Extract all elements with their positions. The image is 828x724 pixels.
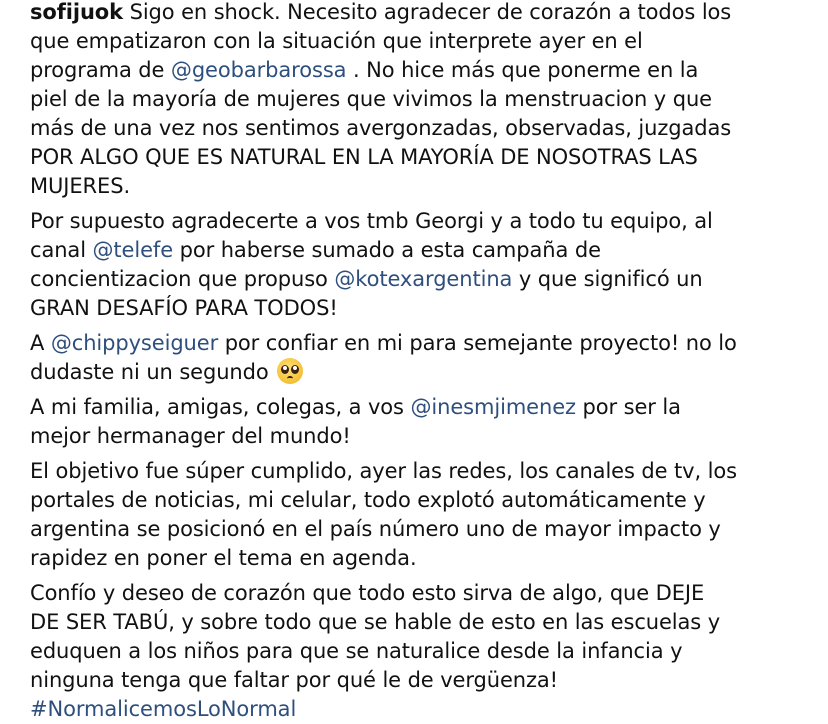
caption-line <box>30 172 828 201</box>
mention-link[interactable]: @telefe <box>92 238 174 262</box>
mention-link[interactable]: @kotexargentina <box>334 267 513 291</box>
caption-text: argentina se posicionó en el país número uno de mayor impacto y <box>30 517 721 541</box>
caption-line <box>30 265 828 294</box>
caption-line <box>30 27 828 56</box>
caption-text: El objetivo fue súper cumplido, ayer las redes, los canales de tv, los <box>30 459 737 483</box>
caption-text: más de una vez nos sentimos avergonzadas, observadas, juzgadas <box>30 116 732 140</box>
caption-text: Sigo en shock. Necesito agradecer de corazón a todos los <box>129 0 732 24</box>
caption-text: dudaste ni un segundo <box>30 360 276 384</box>
caption-text: eduquen a los niños para que se naturalice desde la infancia y <box>30 639 683 663</box>
caption-line <box>30 579 828 608</box>
username-link[interactable]: sofijuok <box>30 0 124 24</box>
caption-line <box>30 666 828 695</box>
caption-paragraph <box>30 393 828 451</box>
caption-line <box>30 695 828 724</box>
post-caption <box>30 0 828 724</box>
caption-line <box>30 294 828 323</box>
caption-paragraph <box>30 579 828 724</box>
caption-line <box>30 637 828 666</box>
caption-line <box>30 515 828 544</box>
caption-paragraph <box>30 329 828 387</box>
caption-text: que empatizaron con la situación que interprete ayer en el <box>30 29 643 53</box>
caption-line <box>30 236 828 265</box>
caption-text: canal <box>30 238 93 262</box>
mention-link[interactable]: @inesmjimenez <box>410 395 576 419</box>
caption-line <box>30 544 828 573</box>
caption-line <box>30 358 828 387</box>
caption-text: . No hice más que ponerme en la <box>346 58 699 82</box>
pleading-face-emoji <box>277 358 303 384</box>
caption-paragraph <box>30 457 828 573</box>
caption-text: por confiar en mi para semejante proyecto! no lo <box>218 331 737 355</box>
caption-text: por ser la <box>575 395 681 419</box>
caption-text: POR ALGO QUE ES NATURAL EN LA MAYORÍA DE NOSOTRAS LAS <box>30 145 698 169</box>
caption-text: programa de <box>30 58 171 82</box>
caption-text: MUJERES. <box>30 174 131 198</box>
caption-line <box>30 207 828 236</box>
caption-body <box>30 0 828 724</box>
caption-paragraph <box>30 207 828 323</box>
caption-line <box>30 143 828 172</box>
caption-text: A <box>30 331 51 355</box>
caption-paragraph <box>30 0 828 201</box>
caption-text: portales de noticias, mi celular, todo explotó automáticamente y <box>30 488 706 512</box>
caption-text: GRAN DESAFÍO PARA TODOS! <box>30 296 338 320</box>
mention-link[interactable]: @chippyseiguer <box>50 331 219 355</box>
caption-line <box>30 457 828 486</box>
caption-line <box>30 393 828 422</box>
caption-text: DE SER TABÚ, y sobre todo que se hable de esto en las escuelas y <box>30 610 721 634</box>
caption-line <box>30 608 828 637</box>
caption-line <box>30 114 828 143</box>
caption-text: Confío y deseo de corazón que todo esto sirva de algo, que DEJE <box>30 581 705 605</box>
caption-line <box>30 0 828 27</box>
caption-line <box>30 56 828 85</box>
caption-line <box>30 422 828 451</box>
caption-text: por haberse sumado a esta campaña de <box>173 238 601 262</box>
caption-text: piel de la mayoría de mujeres que vivimos la menstruacion y que <box>30 87 712 111</box>
caption-text: A mi familia, amigas, colegas, a vos <box>30 395 411 419</box>
caption-text: Por supuesto agradecerte a vos tmb Georgi y a todo tu equipo, al <box>30 209 713 233</box>
caption-text: mejor hermanager del mundo! <box>30 424 351 448</box>
mention-link[interactable]: @geobarbarossa <box>170 58 347 82</box>
hashtag-link[interactable]: #NormalicemosLoNormal <box>30 697 297 721</box>
caption-line <box>30 486 828 515</box>
caption-line <box>30 329 828 358</box>
caption-text: concientizacion que propuso <box>30 267 335 291</box>
caption-text: rapidez en poner el tema en agenda. <box>30 546 417 570</box>
caption-line <box>30 85 828 114</box>
caption-text: y que significó un <box>512 267 703 291</box>
caption-text: ninguna tenga que faltar por qué le de vergüenza! <box>30 668 558 692</box>
